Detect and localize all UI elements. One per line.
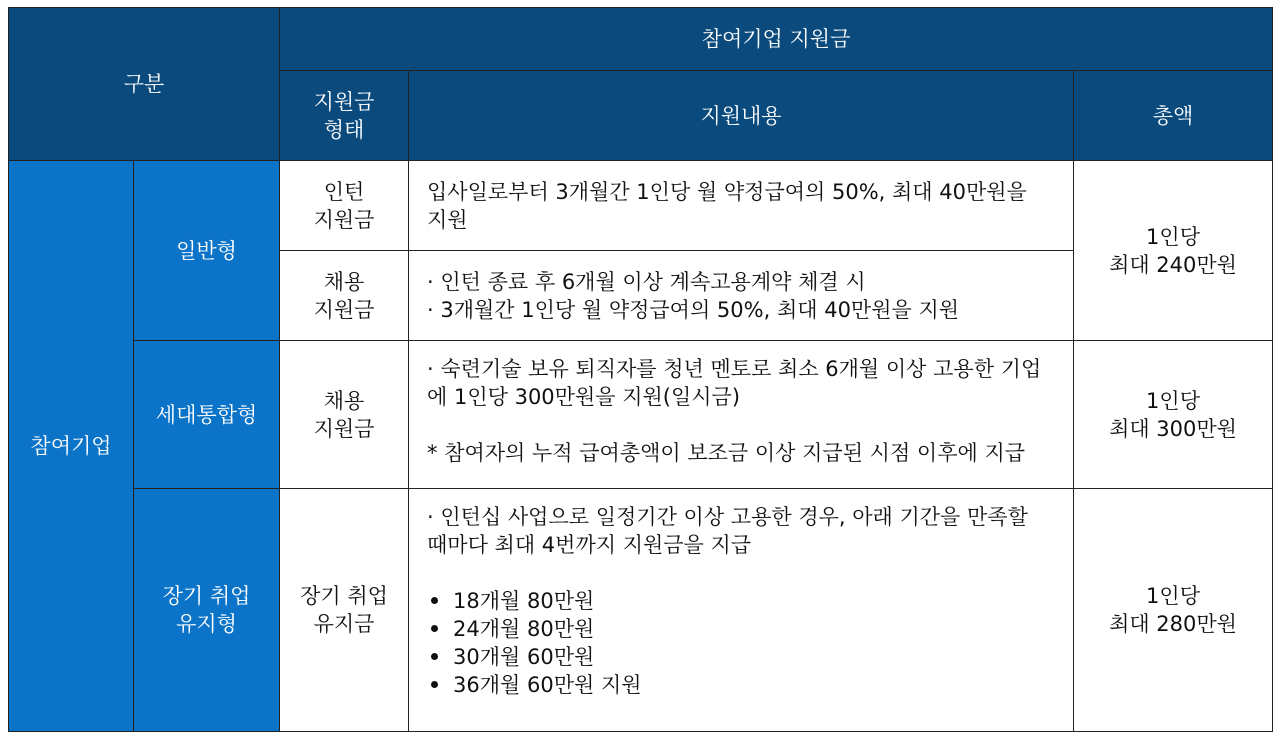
general-type-cell: 일반형: [134, 161, 280, 341]
long-term-support-type: [280, 489, 409, 732]
general-total-line-2: 최대 240만원: [1109, 252, 1237, 277]
bullet-icon: [431, 597, 438, 604]
long-term-type-line-2: 유지금: [313, 612, 375, 636]
list-item-text: 36개월 60만원 지원: [453, 673, 642, 697]
long-term-content-line-1: · 인턴십 사업으로 일정기간 이상 고용한 경우, 아래 기간을 만족할: [427, 505, 1028, 529]
long-term-type-line-1: 장기 취업: [300, 584, 388, 608]
hire-type-line-1: 채용: [323, 269, 365, 294]
long-term-total: [1074, 489, 1273, 732]
row-generational: [9, 341, 1273, 489]
hire-support-content: [409, 251, 1074, 341]
list-item: [453, 615, 1055, 643]
support-table-wrapper: [8, 7, 1273, 732]
list-item-text: 24개월 80만원: [453, 617, 595, 641]
intern-type-line-1: 인턴: [323, 179, 365, 204]
long-term-total-line-2: 최대 280만원: [1109, 612, 1237, 636]
long-term-items-list: [427, 587, 1055, 699]
generational-support-content: [409, 341, 1074, 489]
intern-content-line-1: 입사일로부터 3개월간 1인당 월 약정급여의 50%, 최대 40만원을: [427, 179, 1027, 204]
hire-content-line-1: · 인턴 종료 후 6개월 이상 계속고용계약 체결 시: [427, 269, 866, 294]
long-term-support-content: [409, 489, 1074, 732]
intern-support-content: [409, 161, 1074, 251]
spacer: [427, 411, 1055, 439]
hire-content-line-2: · 3개월간 1인당 월 약정급여의 50%, 최대 40만원을 지원: [427, 297, 960, 322]
long-term-total-line-1: 1인당: [1146, 584, 1200, 608]
general-total-line-1: 1인당: [1146, 224, 1200, 249]
header-support-type-line-1: 지원금: [313, 89, 375, 114]
header-category: 구분: [9, 8, 280, 161]
generational-total-line-2: 최대 300만원: [1109, 416, 1237, 441]
header-support-content: 지원내용: [409, 71, 1074, 161]
intern-content-line-2: 지원: [427, 207, 468, 232]
spacer: [427, 559, 1055, 587]
support-table: [8, 7, 1273, 732]
header-support-type: [280, 71, 409, 161]
long-term-content-line-2: 때마다 최대 4번까지 지원금을 지급: [427, 533, 752, 557]
list-item-text: 18개월 80만원: [453, 589, 595, 613]
general-total: [1074, 161, 1273, 341]
generational-type-cell: 세대통합형: [134, 341, 280, 489]
header-support-type-line-2: 형태: [323, 117, 365, 142]
generational-content-line-1: · 숙련기술 보유 퇴직자를 청년 멘토로 최소 6개월 이상 고용한 기업: [427, 357, 1042, 381]
header-row-1: [9, 8, 1273, 71]
generational-content-line-2: 에 1인당 300만원을 지원(일시금): [427, 385, 741, 409]
list-item-text: 30개월 60만원: [453, 645, 595, 669]
generational-type-line-1: 채용: [323, 388, 365, 413]
list-item: [453, 671, 1055, 699]
generational-type-line-2: 지원금: [313, 416, 375, 441]
hire-support-type: [280, 251, 409, 341]
header-total: 총액: [1074, 71, 1273, 161]
bullet-icon: [431, 681, 438, 688]
row-general-intern: [9, 161, 1273, 251]
row-long-term: [9, 489, 1273, 732]
list-item: [453, 587, 1055, 615]
participant-company-cell: 참여기업: [9, 161, 134, 732]
generational-total: [1074, 341, 1273, 489]
header-group-title: 참여기업 지원금: [280, 8, 1273, 71]
intern-support-type: [280, 161, 409, 251]
generational-total-line-1: 1인당: [1146, 388, 1200, 413]
long-term-type-cell: [134, 489, 280, 732]
bullet-icon: [431, 653, 438, 660]
bullet-icon: [431, 625, 438, 632]
generational-support-type: [280, 341, 409, 489]
long-term-name-line-1: 장기 취업: [162, 584, 251, 608]
intern-type-line-2: 지원금: [313, 207, 375, 232]
hire-type-line-2: 지원금: [313, 297, 375, 322]
generational-note: * 참여자의 누적 급여총액이 보조금 이상 지급된 시점 이후에 지급: [427, 441, 1026, 465]
list-item: [453, 643, 1055, 671]
long-term-name-line-2: 유지형: [176, 612, 237, 636]
